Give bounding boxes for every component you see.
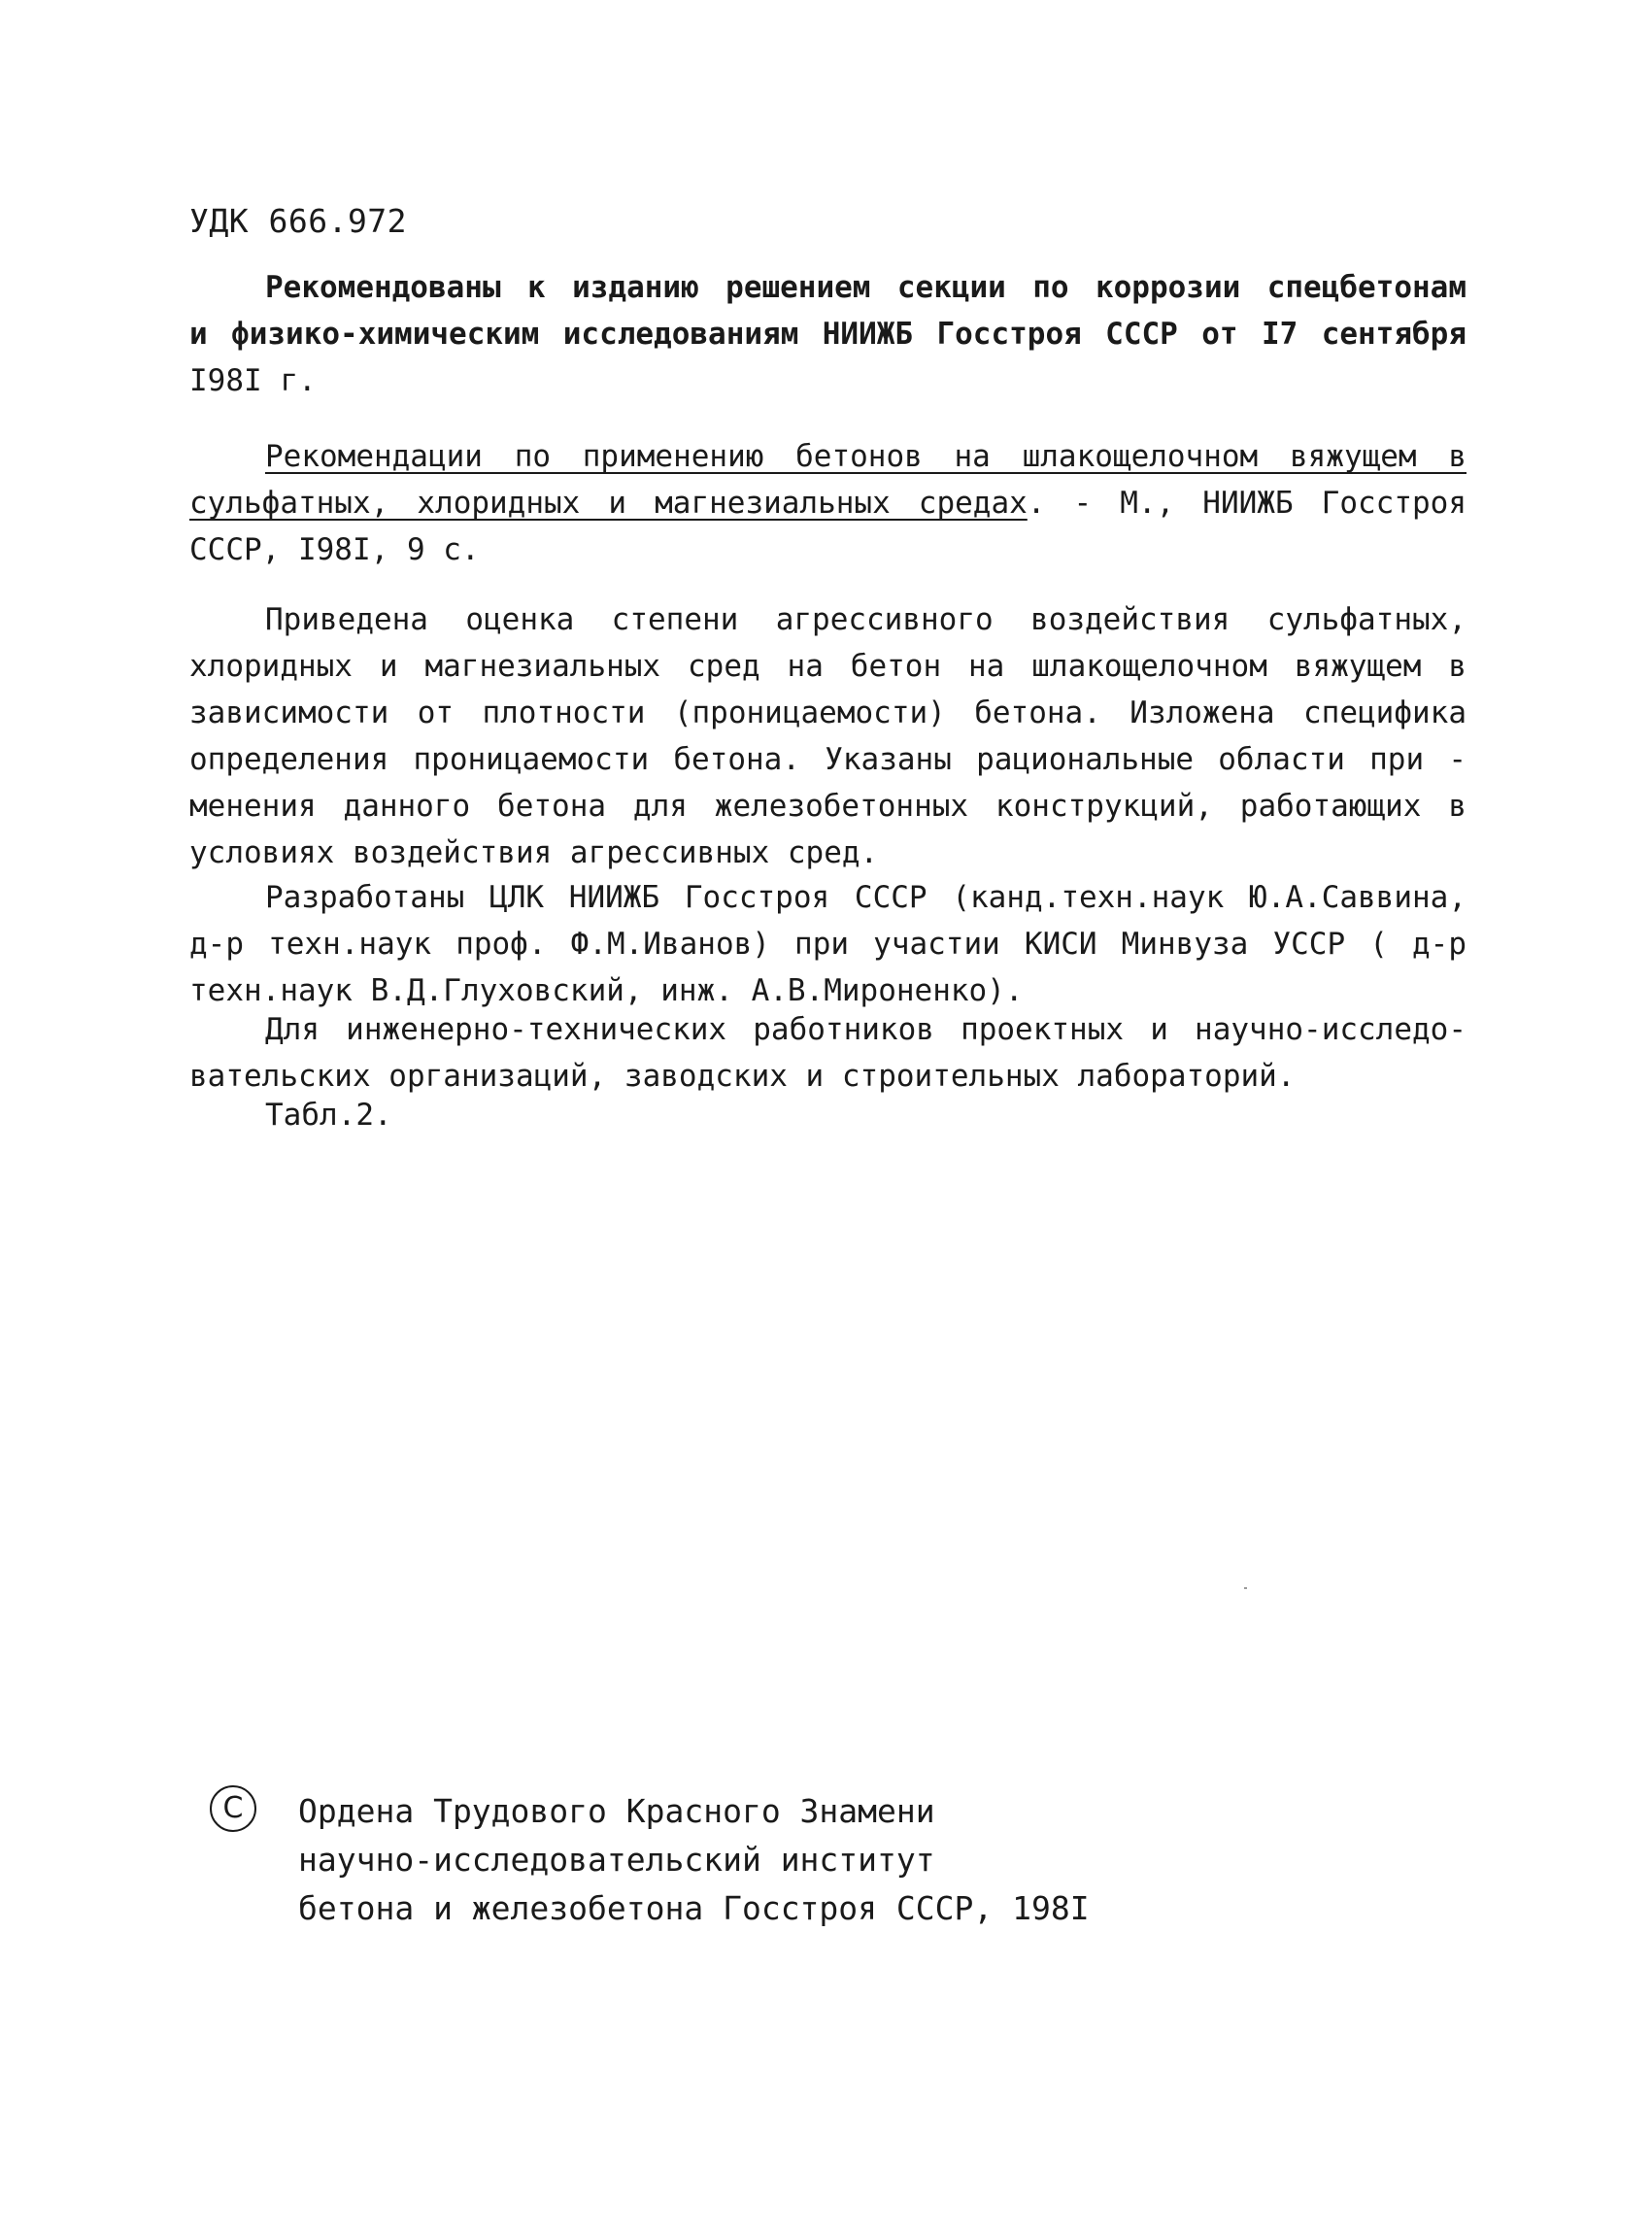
- recommendation-line: Рекомендованы к изданию решением секции по коррозии спецбетонам: [265, 270, 1467, 305]
- biblio-imprint: . - М., НИИЖБ Госстроя: [1027, 486, 1467, 521]
- copyright-icon: C: [210, 1785, 256, 1832]
- udk-code: УДК 666.972: [189, 202, 408, 240]
- abstract-line: хлоридных и магнезиальных сред на бетон на шлакощелочном вяжущем в: [189, 649, 1467, 684]
- developers-paragraph: [189, 874, 1467, 1014]
- publisher-block: [298, 1787, 1090, 1933]
- audience-paragraph: [189, 1006, 1467, 1100]
- biblio-title-line: Рекомендации по применению бетонов на шлакощелочном вяжущем в: [265, 439, 1467, 474]
- developers-line: Разработаны ЦЛК НИИЖБ Госстроя СССР (канд.техн.наук Ю.А.Саввина,: [265, 880, 1467, 915]
- abstract-paragraph: [189, 596, 1467, 876]
- biblio-title-line: сульфатных, хлоридных и магнезиальных средах: [189, 486, 1028, 521]
- biblio-line: [189, 480, 1467, 526]
- publisher-line: научно-исследовательский институт: [298, 1841, 935, 1879]
- biblio-line: СССР, I98I, 9 с.: [189, 532, 480, 567]
- developers-line: д-р техн.наук проф. Ф.М.Иванов) при участии КИСИ Минвуза УССР ( д-р: [189, 927, 1467, 962]
- abstract-line: условиях воздействия агрессивных сред.: [189, 835, 879, 870]
- publisher-line: бетона и железобетона Госстроя СССР, 198I: [298, 1889, 1090, 1927]
- bibliographic-reference: [189, 433, 1467, 573]
- audience-line: Для инженерно-технических работников проектных и научно-исследо-: [265, 1012, 1467, 1047]
- abstract-line: зависимости от плотности (проницаемости) бетона. Изложена специфика: [189, 695, 1467, 730]
- abstract-line: определения проницаемости бетона. Указаны рациональные области при -: [189, 742, 1467, 777]
- recommendation-line: I98I г.: [189, 363, 317, 398]
- abstract-line: Приведена оценка степени агрессивного воздействия сульфатных,: [265, 602, 1467, 637]
- audience-line: вательских организаций, заводских и строительных лабораторий.: [189, 1059, 1296, 1094]
- developers-line: техн.наук В.Д.Глуховский, инж. А.В.Мироненко).: [189, 973, 1024, 1008]
- publisher-line: Ордена Трудового Красного Знамени: [298, 1792, 935, 1830]
- scan-speck: [1244, 1587, 1247, 1589]
- recommendation-paragraph: [189, 264, 1467, 404]
- tables-count: [189, 1092, 1467, 1138]
- abstract-line: менения данного бетона для железобетонных конструкций, работающих в: [189, 789, 1467, 824]
- tables-count-text: Табл.2.: [265, 1098, 392, 1133]
- recommendation-line: и физико-химическим исследованиям НИИЖБ Госстроя СССР от I7 сентября: [189, 317, 1467, 352]
